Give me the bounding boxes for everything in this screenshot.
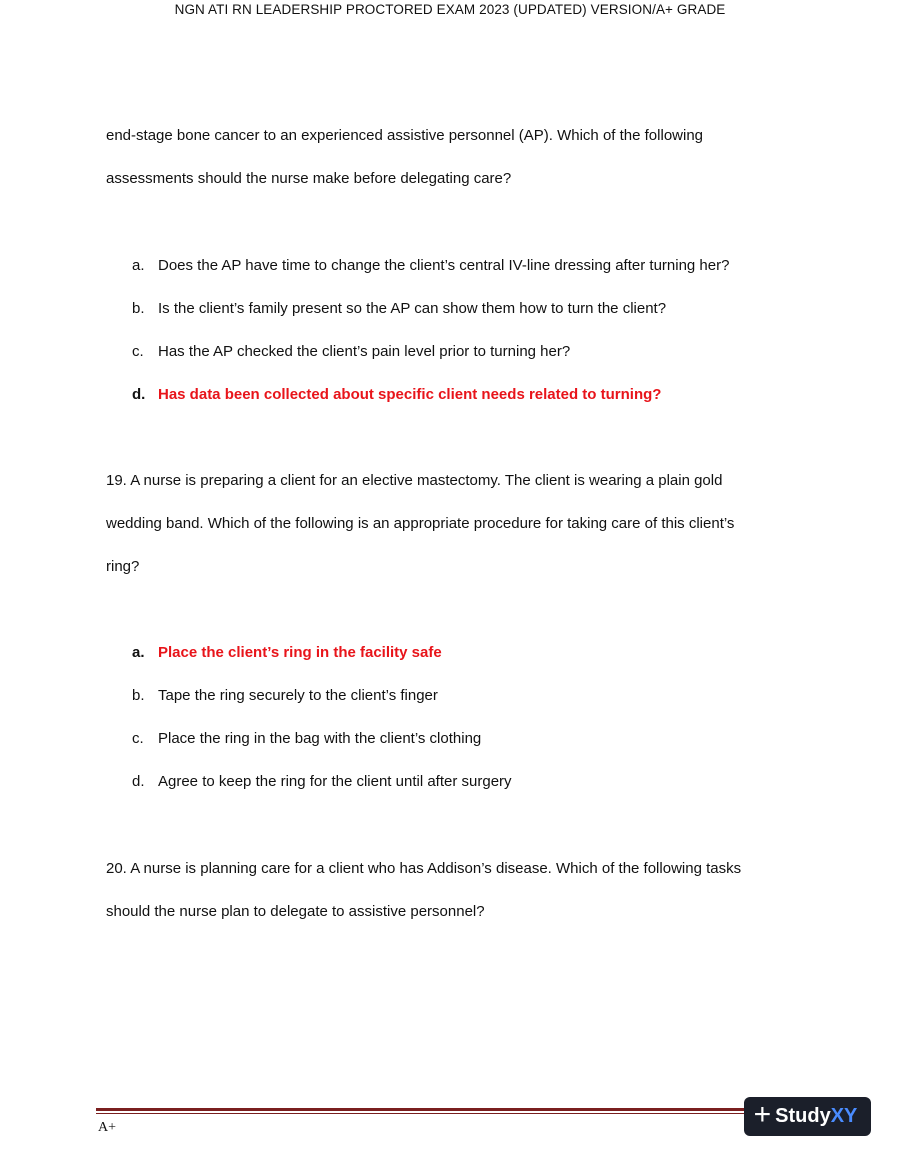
footer-rule-thick <box>96 1108 746 1111</box>
question-20-stem-line-2: should the nurse plan to delegate to assistive personnel? <box>106 903 485 920</box>
option-text: Place the ring in the bag with the client’s clothing <box>158 730 482 747</box>
option-letter: a. <box>132 257 145 274</box>
footer-grade: A+ <box>98 1120 117 1135</box>
option-text: Has data been collected about specific client needs related to turning? <box>158 386 662 403</box>
option-text: Agree to keep the ring for the client until after surgery <box>158 773 512 790</box>
option-text: Has the AP checked the client’s pain level prior to turning her? <box>158 343 571 360</box>
question-19-stem <box>106 459 806 588</box>
question-19-option-b <box>132 687 438 704</box>
option-letter: d. <box>132 773 145 790</box>
option-letter: c. <box>132 343 144 360</box>
option-letter: a. <box>132 644 145 661</box>
question-19-option-c <box>132 730 481 747</box>
option-text: Tape the ring securely to the client’s finger <box>158 687 438 704</box>
question-19-option-d <box>132 773 512 790</box>
option-letter: b. <box>132 687 145 704</box>
question-18-stem-line-1: end-stage bone cancer to an experienced assistive personnel (AP). Which of the following <box>106 127 704 144</box>
option-text: Does the AP have time to change the client’s central IV-line dressing after turning her? <box>158 257 730 274</box>
question-18-stem <box>106 114 806 200</box>
option-letter: c. <box>132 730 144 747</box>
question-19-stem-line-3: ring? <box>106 558 140 575</box>
question-20-stem <box>106 847 806 933</box>
option-text: Is the client’s family present so the AP can show them how to turn the client? <box>158 300 667 317</box>
question-20-stem-line-1: 20. A nurse is planning care for a client who has Addison’s disease. Which of the following tasks <box>106 860 742 877</box>
question-18-option-a <box>132 257 729 274</box>
studyxy-logo <box>744 1097 871 1136</box>
question-18-option-b <box>132 300 666 317</box>
logo-word-study: Study <box>775 1105 831 1127</box>
option-text: Place the client’s ring in the facility safe <box>158 644 442 661</box>
plus-icon: + <box>753 1098 772 1131</box>
page-header: NGN ATI RN LEADERSHIP PROCTORED EXAM 2023 (UPDATED) VERSION/A+ GRADE <box>174 2 726 17</box>
footer-rule-thin <box>96 1113 746 1114</box>
question-19-stem-line-2: wedding band. Which of the following is an appropriate procedure for taking care of this client’s <box>106 515 735 532</box>
logo-word-xy: XY <box>830 1105 858 1127</box>
question-19-stem-line-1: 19. A nurse is preparing a client for an elective mastectomy. The client is wearing a plain gold <box>106 472 723 489</box>
option-letter: d. <box>132 386 146 403</box>
question-18-option-d-correct <box>132 386 661 403</box>
option-letter: b. <box>132 300 145 317</box>
question-18-stem-line-2: assessments should the nurse make before delegating care? <box>106 170 512 187</box>
question-19-option-a-correct <box>132 644 442 661</box>
question-18-option-c <box>132 343 570 360</box>
